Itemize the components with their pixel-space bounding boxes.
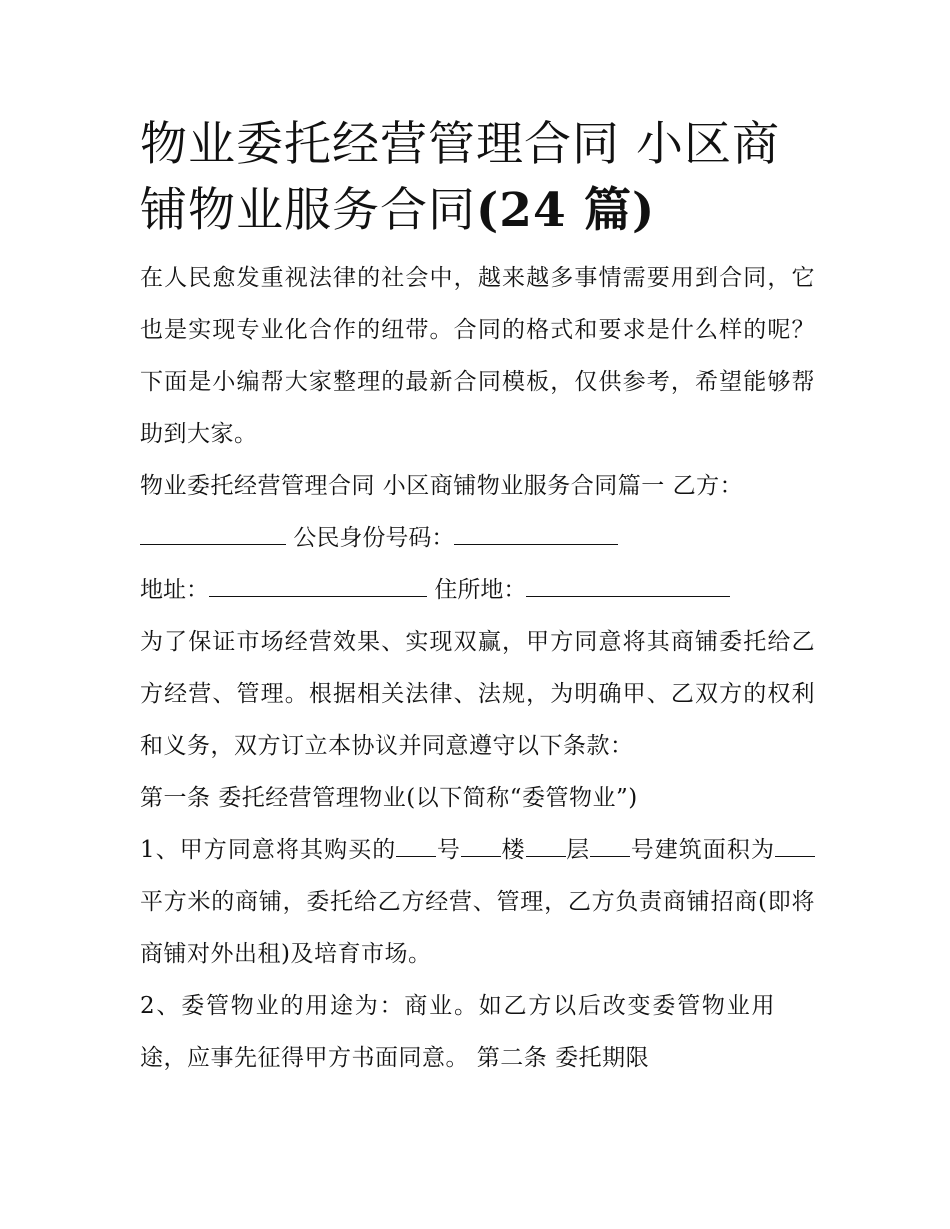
floor-building-blank [461,834,501,857]
area-blank [775,834,815,857]
address-line [140,564,815,616]
intro-paragraph: 在人民愈发重视法律的社会中，越来越多事情需要用到合同，它也是实现专业化合作的纽带。合同的格式和要求是什么样的呢？下面是小编帮大家整理的最新合同模板，仅供参考，希望能够帮助到大家。 [140,265,815,447]
article-1-heading: 第一条 委托经营管理物业(以下简称“委管物业”) [140,785,638,811]
residence-blank [526,574,730,597]
party-b-name-blank [140,522,286,545]
ceng-label: 层 [565,837,591,863]
document-page [140,112,815,1084]
address-blank [209,574,427,597]
id-number-blank [454,522,618,545]
clause-1-intro: 1、甲方同意将其购买的 [140,837,397,863]
address-label: 地址： [140,577,209,603]
section-heading: 物业委托经营管理合同 小区商铺物业服务合同篇一 乙方： [140,473,744,499]
title-line-1: 物业委托经营管理合同 小区商 [140,117,780,172]
area-label: 号建筑面积为 [630,837,776,863]
lou-label: 楼 [500,837,526,863]
party-b-id-line [140,512,815,564]
residence-label: 住所地： [434,577,527,603]
clause-2: 2、委管物业的用途为：商业。如乙方以后改变委管物业用途，应事先征得甲方书面同意。 第二条 委托期限 [140,993,775,1071]
title-line-2: 铺物业服务合同 [140,183,476,238]
purpose-paragraph: 为了保证市场经营效果、实现双赢，甲方同意将其商铺委托给乙方经营、管理。根据相关法律、法规，为明确甲、乙双方的权利和义务，双方订立本协议并同意遵守以下条款： [140,629,815,759]
document-title [140,112,815,244]
unit-blank [590,834,630,857]
title-count: (24 篇) [476,183,656,238]
storey-blank [526,834,566,857]
hao-label: 号 [436,837,461,863]
clause-1-rest: 平方米的商铺，委托给乙方经营、管理，乙方负责商铺招商(即将商铺对外出租)及培育市场。 [140,889,815,967]
clause-1 [140,824,815,980]
id-number-label: 公民身份号码： [293,525,455,551]
building-blank [396,834,436,857]
